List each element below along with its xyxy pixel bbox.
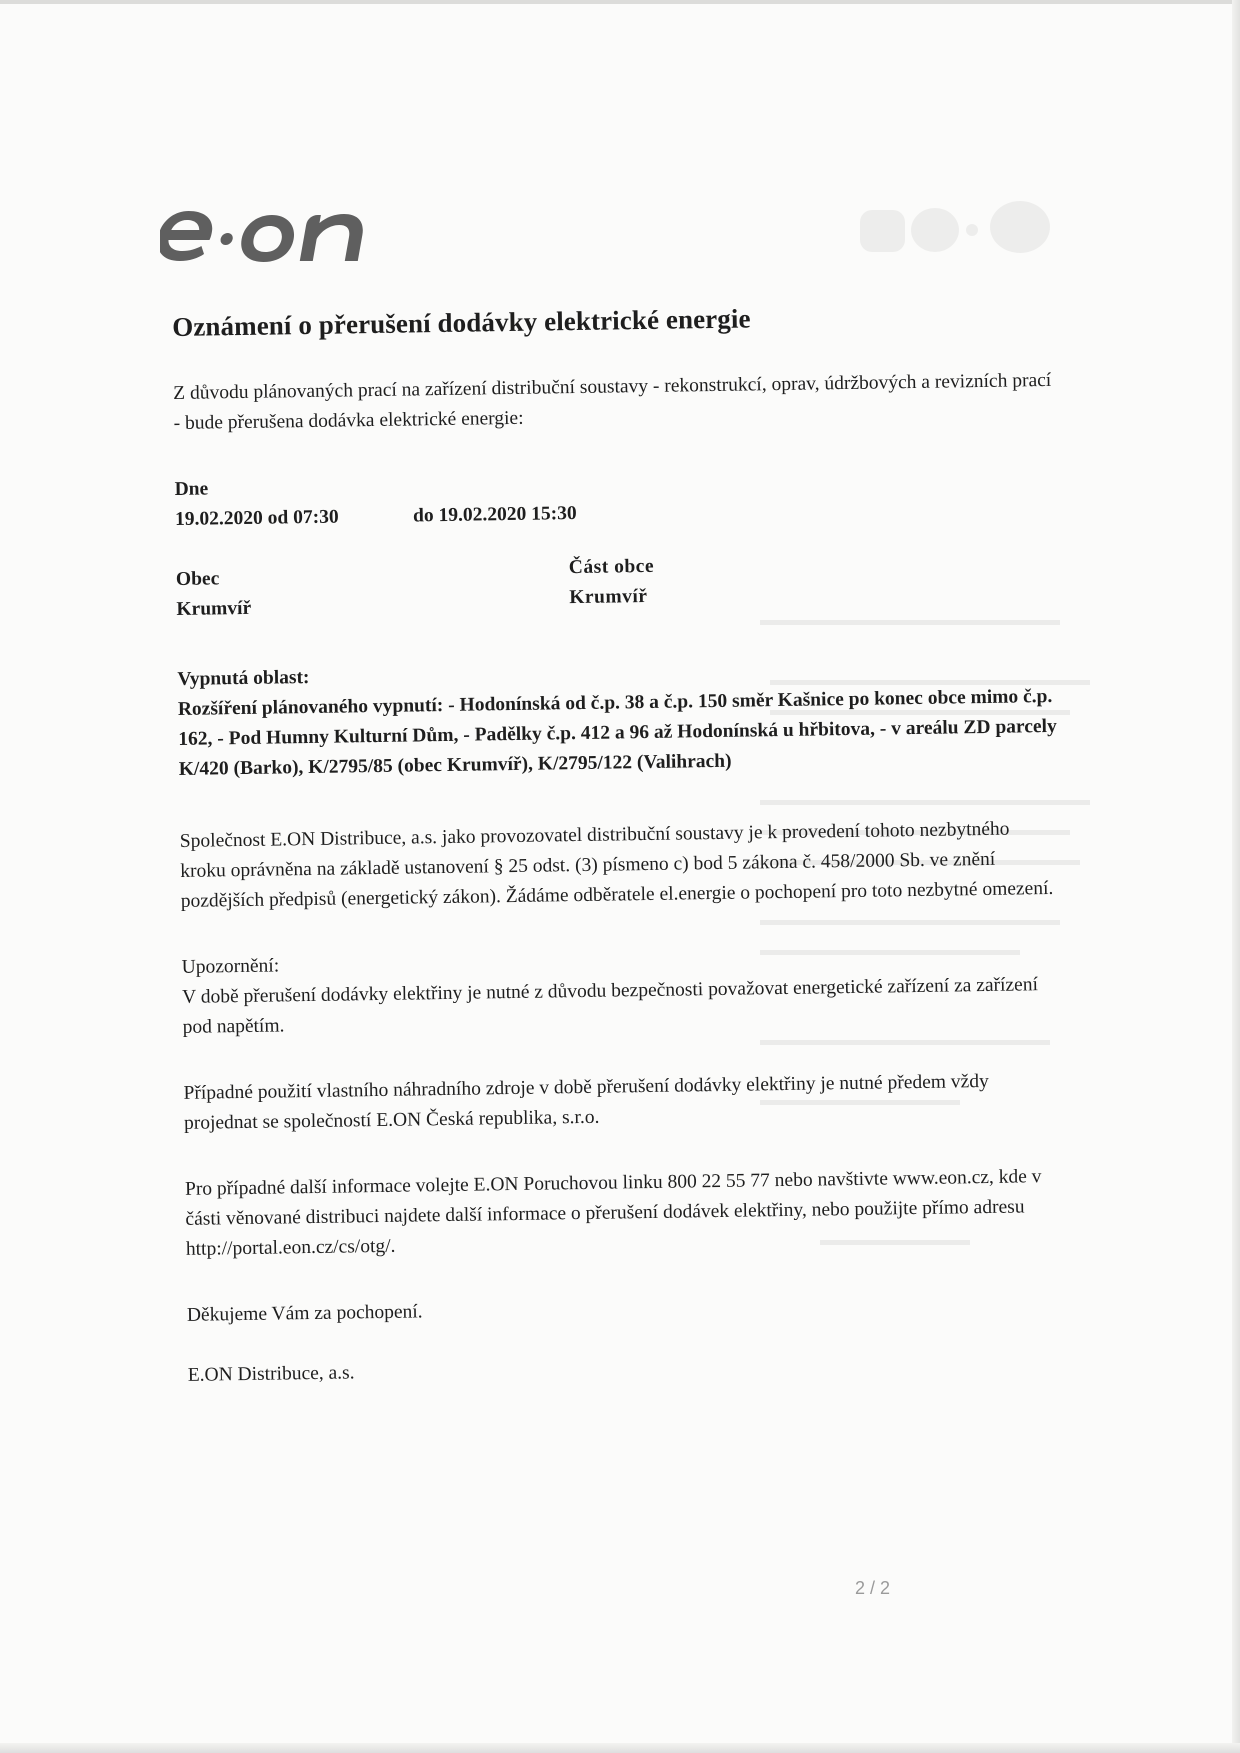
scan-right-edge [1232,0,1240,1753]
scan-bottom-edge [0,1743,1240,1753]
intro-paragraph: Z důvodu plánovaných prací na zařízení distribuční soustavy - rekonstrukcí, oprav, údržbových a revizních prací - bude přerušena dodávka elektrické energie: [173,369,1052,434]
warning-paragraph: V době přerušení dodávky elektřiny je nutné z důvodu bezpečnosti považovat energetické zařízení za zařízení pod napětím. [182,974,1039,1038]
signature-line: E.ON Distribuce, a.s. [187,1362,355,1386]
scan-top-edge [0,0,1240,4]
municipality-part-label: Část obce [568,555,655,579]
outage-area-text: Rozšíření plánovaného vypnutí: - Hodonínská od č.p. 38 a č.p. 150 směr Kašnice po konec obce mimo č.p. 162, - Pod Humny Kulturní Dům, - Padělky č.p. 412 a 96 až Hodonínská u hřbitova, - v areálu ZD parcely K/420 (Barko), K/2795/85 (obec Krumvíř), K/2795/122 (Valihrach) [177,685,1057,780]
date-from: 19.02.2020 od 07:30 [174,506,339,530]
municipality-label: Obec [175,568,220,590]
municipality-part-column [569,547,970,619]
date-label: Dne [174,478,209,500]
contact-info-paragraph: Pro případné další informace volejte E.ON Poruchovou linku 800 22 55 77 nebo navštivte www.eon.cz, kde v části věnované distribuci najdete další informace o přerušení dodávek elektřiny, nebo použijte přímo adresu http://portal.eon.cz/cs/otg/. [184,1166,1042,1260]
show-through-logo [850,185,1060,265]
location-block [176,545,1097,625]
eon-logo [160,203,380,265]
municipality-value: Krumvíř [176,597,252,620]
thanks-line: Děkujeme Vám za pochopení. [186,1301,423,1326]
legal-paragraph: Společnost E.ON Distribuce, a.s. jako provozovatel distribuční soustavy je k provedení tohoto nezbytného kroku oprávněna na základě ustanovení § 25 odst. (3) písmeno c) bod 5 zákona č. 458/2000 Sb. ve znění pozdějších předpisů (energetický zákon). Žádáme odběratele el.energie o pochopení pro toto nezbytné omezení. [179,818,1054,912]
municipality-part-value: Krumvíř [569,585,648,609]
warning-label: Upozornění: [181,955,280,978]
notice-title: Oznámení o přerušení dodávky elektrické energie [172,303,751,342]
page-number: 2 / 2 [855,1578,891,1598]
date-to: do 19.02.2020 15:30 [412,503,577,527]
outage-date-block [174,461,1095,535]
outage-area-label: Vypnutá oblast: [177,667,310,690]
backup-source-paragraph: Případné použití vlastního náhradního zdroje v době přerušení dodávky elektřiny je nutné předem vždy projednat se společností E.ON Česká republika, s.r.o. [183,1070,989,1134]
notice-content [172,298,1108,1391]
outage-area-block [177,651,1099,785]
municipality-column [176,553,570,625]
